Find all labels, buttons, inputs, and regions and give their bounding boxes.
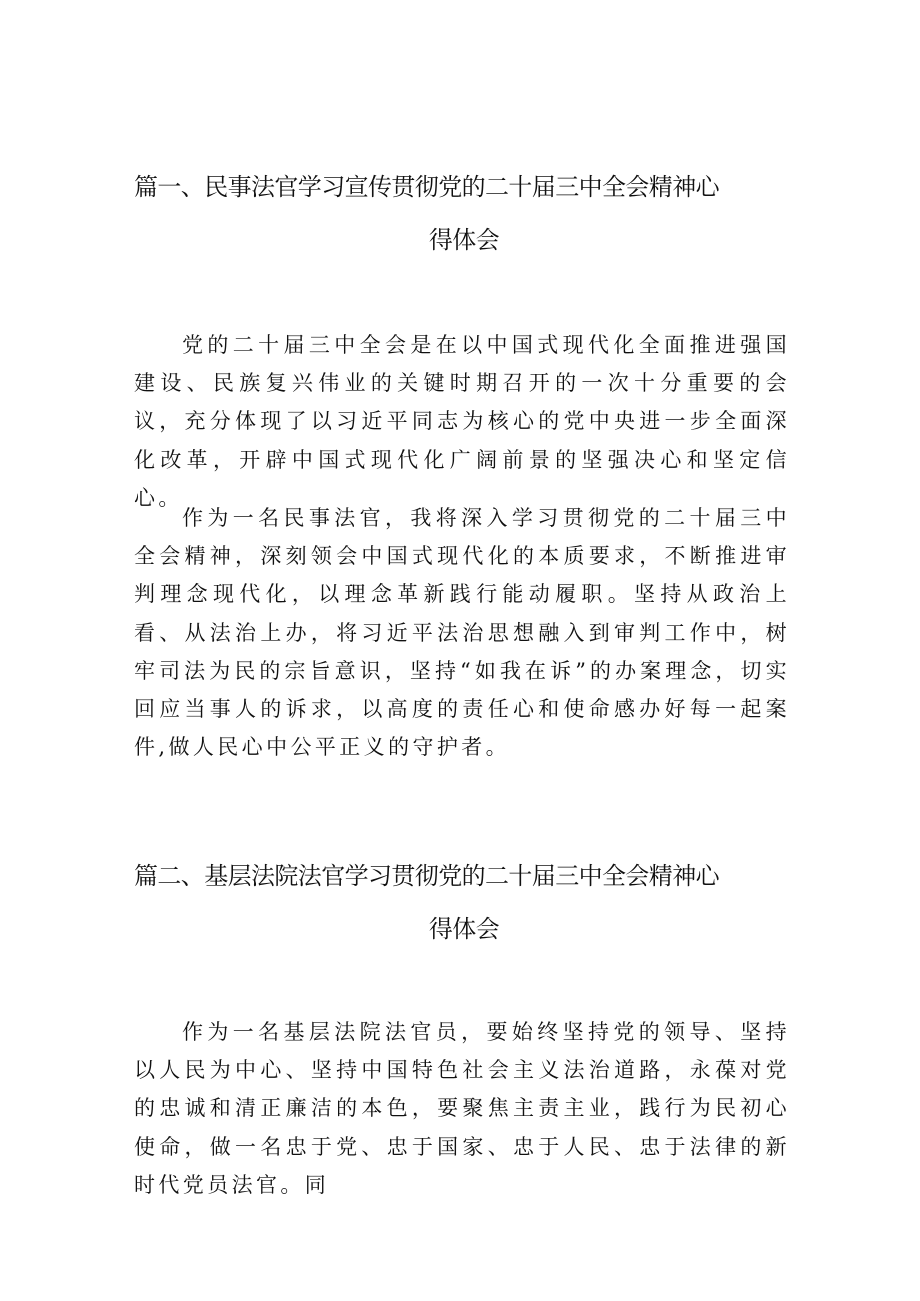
section2-paragraph-1: 作为一名基层法院法官员，要始终坚持党的领导、坚持以人民为中心、坚持中国特色社会主义法治道路，永葆对党的忠诚和清正廉洁的本色，要聚焦主责主业，践行为民初心使命，做一名忠于党、忠于国家、忠于人民、忠于法律的新时代党员法官。同 [134,1020,790,1197]
section1-title-line2: 得体会 [428,226,500,254]
section1-paragraph-1: 党的二十届三中全会是在以中国式现代化全面推进强国建设、民族复兴伟业的关键时期召开的一次十分重要的会议，充分体现了以习近平同志为核心的党中央进一步全面深化改革，开辟中国式现代化广阔前景的坚强决心和坚定信心。 [134,333,790,510]
section2-title-line2: 得体会 [428,915,500,943]
section2-heading [134,850,794,956]
section2-title-line1: 篇二、基层法院法官学习贯彻党的二十届三中全会精神心 [134,862,719,890]
section1-title-line1: 篇一、民事法官学习宣传贯彻党的二十届三中全会精神心 [134,173,719,201]
section1-heading [134,161,794,267]
section1-paragraph-2: 作为一名民事法官，我将深入学习贯彻党的二十届三中全会精神，深刻领会中国式现代化的本质要求，不断推进审判理念现代化，以理念革新践行能动履职。坚持从政治上看、从法治上办，将习近平法治思想融入到审判工作中，树牢司法为民的宗旨意识，坚持“如我在诉”的办案理念，切实回应当事人的诉求，以高度的责任心和使命感办好每一起案件,做人民心中公平正义的守护者。 [134,506,790,760]
